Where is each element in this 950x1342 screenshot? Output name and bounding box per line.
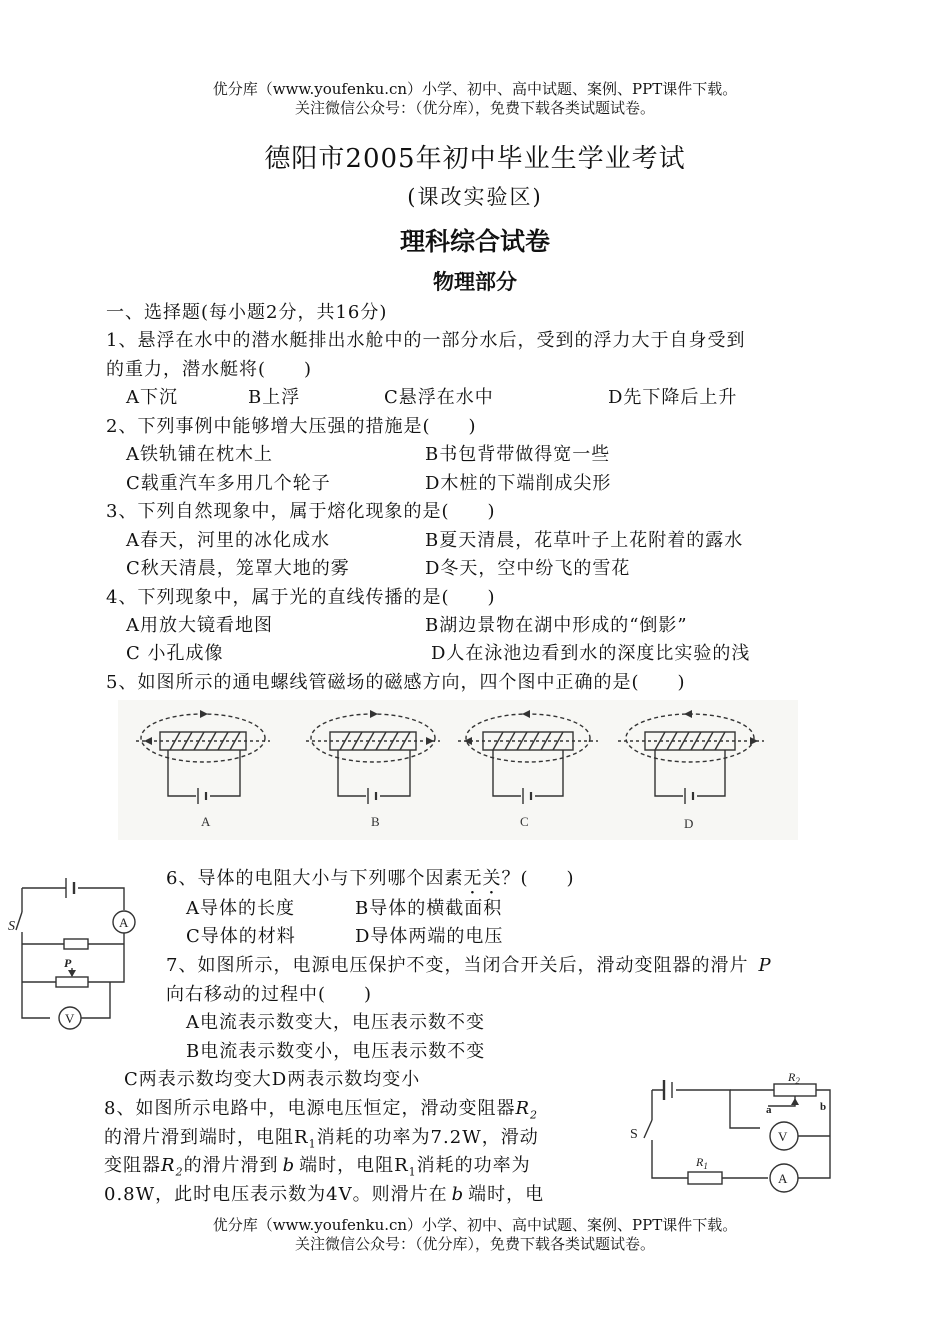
q3-option-c: C秋天清晨，笼罩大地的雾 [126,558,350,579]
q7-slider-p: P [758,955,772,976]
q8-line4b: 端时，电 [468,1184,545,1205]
q7-option-cd: C两表示数均变大D两表示数均变小 [124,1069,421,1090]
q3-stem: 3、下列自然现象中，属于熔化现象的是( ) [106,501,496,522]
q3-option-b: B夏天清晨，花草叶子上花附着的露水 [425,530,744,551]
paper-title: 理科综合试卷 [399,227,550,256]
q8-line4 [104,1180,544,1206]
q4-option-a: A用放大镜看地图 [126,615,273,636]
q3-option-a: A春天，河里的冰化成水 [126,530,330,551]
solenoid-label-b: B [371,814,380,829]
footer-line-1: 优分库（www.youfenku.cn）小学、初中、高中试题、案例、PPT课件下载。 [212,1216,738,1234]
exam-subtitle: (课改实验区) [407,185,543,209]
q8-line3a: 变阻器 [104,1155,161,1176]
q4-option-c: C 小孔成像 [126,643,224,664]
q4-stem: 4、下列现象中，属于光的直线传播的是( ) [106,587,496,608]
q8-line3d: 消耗的功率为 [416,1155,531,1176]
q8-r2-b-sub: 2 [175,1165,184,1179]
q8-r2-a: R [515,1098,531,1119]
q7-option-b: B电流表示数变小，电压表示数不变 [186,1041,486,1062]
q8-circuit-figure [628,1068,842,1200]
fig6-switch-label: S [8,919,15,934]
fig8-switch-label: S [630,1127,638,1142]
q1-option-d: D先下降后上升 [608,387,738,408]
q8-r1-sub-a: 1 [308,1137,317,1151]
q6-option-c: C导体的材料 [186,926,296,947]
q6-option-b: B导体的横截面积 [355,898,503,919]
fig8-r2-label: $R_2$ [788,1070,800,1086]
q4-option-d: D人在泳池边看到水的深度比实验的浅 [431,643,751,664]
q6-stem [166,864,575,890]
q8-line2a: 的滑片滑到端时，电阻R [104,1127,309,1148]
q8-b-end-2: b [451,1184,465,1205]
q8-line4a: 0.8W，此时电压表示数为4V。则滑片在 [104,1184,448,1205]
q4-option-b: B湖边景物在湖中形成的“倒影” [425,615,688,636]
q2-option-b: B书包背带做得宽一些 [425,444,611,465]
q8-line3c: 端时，电阻R [299,1155,409,1176]
solenoid-label-a: A [201,814,211,829]
fig8-end-b: b [820,1101,827,1113]
q6-stem-pre: 6、导体的电阻大小与下列哪个因素 [166,868,464,889]
q1-line2: 的重力，潜水艇将( ) [106,359,313,380]
q1-option-b: B上浮 [248,387,301,408]
q5-stem: 5、如图所示的通电螺线管磁场的磁感方向，四个图中正确的是( ) [106,672,686,693]
q5-solenoid-figure [118,700,798,840]
q8-line1-text: 8、如图所示电路中，电源电压恒定，滑动变阻器 [104,1098,516,1119]
q1-option-c: C悬浮在水中 [384,387,494,408]
footer-line-2: 关注微信公众号：（优分库），免费下载各类试题试卷。 [294,1235,655,1253]
q7-line1-text: 7、如图所示，电源电压保护不变，当闭合开关后，滑动变阻器的滑片 [166,955,749,976]
fig8-r1-label: $R_1$ [696,1155,708,1171]
part1-heading: 一、选择题(每小题2分，共16分) [106,302,388,323]
q8-line2 [104,1123,539,1151]
q2-stem: 2、下列事例中能够增大压强的措施是( ) [106,416,477,437]
q6-emph-2: 关 [482,868,502,889]
q8-r2-a-sub: 2 [530,1108,539,1122]
q6-option-d: D导体两端的电压 [355,926,504,947]
fig6-ammeter-label: A [119,915,129,930]
q8-b-end: b [282,1155,296,1176]
q6-emph-1: 无 [463,868,483,889]
q8-line1 [104,1094,538,1122]
fig8-voltmeter-label: V [778,1129,788,1144]
q8-r2-b: R [161,1155,176,1176]
q8-r1-sub-b: 1 [408,1165,417,1179]
q1-option-a: A下沉 [126,387,178,408]
q8-line3b: 的滑片滑到 [183,1155,279,1176]
q6-option-a: A导体的长度 [186,898,295,919]
q6-q7-circuit-figure [8,868,140,1038]
q3-option-d: D冬天，空中纷飞的雪花 [425,558,631,579]
q7-option-a: A电流表示数变大，电压表示数不变 [186,1012,485,1033]
fig8-ammeter-label: A [778,1171,788,1186]
section-title: 物理部分 [433,269,517,294]
q1-line1: 1、悬浮在水中的潜水艇排出水舱中的一部分水后，受到的浮力大于自身受到 [106,330,746,351]
fig6-slider-label: P [64,956,72,970]
solenoid-label-c: C [520,814,529,829]
header-line-1: 优分库（www.youfenku.cn）小学、初中、高中试题、案例、PPT课件下载。 [212,80,738,98]
q7-line2: 向右移动的过程中( ) [166,984,373,1005]
q6-stem-post: ？( ) [501,868,575,889]
q2-option-d: D木桩的下端削成尖形 [425,473,612,494]
fig6-voltmeter-label: V [65,1011,75,1026]
header-line-2: 关注微信公众号：（优分库），免费下载各类试题试卷。 [294,99,655,117]
q7-line1 [166,951,772,977]
q8-line2b: 消耗的功率为7.2W，滑动 [316,1127,539,1148]
fig8-end-a: a [766,1104,772,1116]
q2-option-c: C载重汽车多用几个轮子 [126,473,331,494]
q2-option-a: A铁轨铺在枕木上 [126,444,273,465]
q8-line3 [104,1151,531,1179]
exam-title: 德阳市2005年初中毕业生学业考试 [264,144,686,174]
solenoid-label-d: D [684,816,694,831]
